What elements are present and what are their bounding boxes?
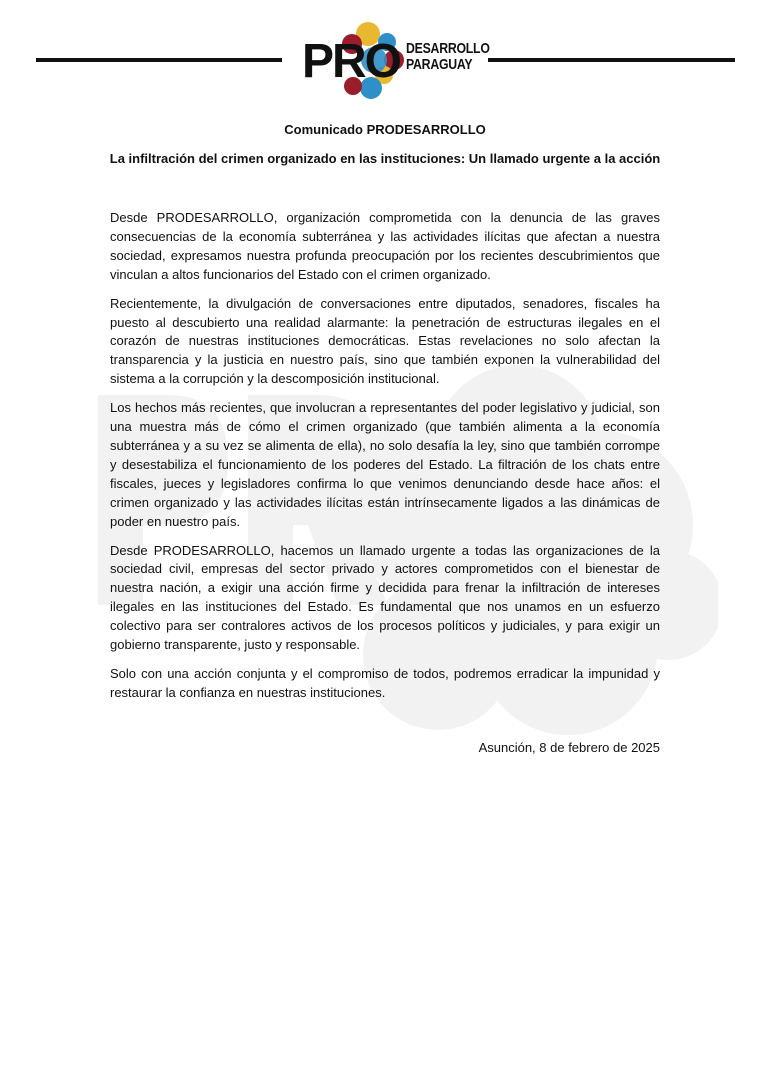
document-body (110, 209, 660, 713)
logo-subtitle-line1: DESARROLLO (406, 40, 490, 57)
logo-subtitle (406, 41, 490, 73)
logo-wordmark: PRO (302, 35, 401, 88)
header-rule-right (488, 58, 735, 62)
prodesarrollo-logo (298, 20, 490, 102)
body-paragraph: Solo con una acción conjunta y el compromiso de todos, podremos erradicar la impunidad y restaurar la confianza en nuestras instituciones. (110, 665, 660, 700)
logo-subtitle-line2: PARAGUAY (406, 56, 473, 73)
document-date: Asunción, 8 de febrero de 2025 (478, 740, 660, 755)
body-paragraph: Recientemente, la divulgación de conversaciones entre diputados, senadores, fiscales ha puesto al descubierto una realidad alarmante: la penetración de estructuras ilegales en el corazón de nuestras instituciones democráticas. Estas revelaciones no solo afectan la transparencia y la justicia en nuestro país, sino que también exponen la vulnerabilidad del sistema a la corrupción y la descomposición institucional. (110, 295, 660, 387)
header-rule-left (36, 58, 282, 62)
document-subtitle: La infiltración del crimen organizado en las instituciones: Un llamado urgente a la acción (109, 151, 661, 166)
document-title: Comunicado PRODESARROLLO (284, 122, 486, 137)
body-paragraph: Desde PRODESARROLLO, hacemos un llamado urgente a todas las organizaciones de la sociedad civil, empresas del sector privado y actores comprometidos con el bienestar de nuestra nación, a exigir una acción firme y decidida para frenar la infiltración de intereses ilegales en las instituciones del Estado. Es fundamental que nos unamos en un esfuerzo colectivo para ser contralores activos de los procesos políticos y judiciales, y para exigir un gobierno transparente, justo y responsable. (110, 542, 660, 653)
body-paragraph: Los hechos más recientes, que involucran a representantes del poder legislativo y judicial, son una muestra más de cómo el crimen organizado (que también alimenta a la economía subterránea y a su vez se alimenta de ella), no solo desafía la ley, sino que también corrompe y desestabiliza el funcionamiento de los poderes del Estado. La filtración de los chats entre fiscales, jueces y legisladores confirma lo que venimos denunciando desde hace años: el crimen organizado y las actividades ilícitas están intrínsecamente ligados a las dinámicas de poder en nuestro país. (110, 400, 660, 529)
body-paragraph: Desde PRODESARROLLO, organización comprometida con la denuncia de las graves consecuencias de la economía subterránea y las actividades ilícitas que afectan a nuestra sociedad, expresamos nuestra profunda preocupación por los recientes descubrimientos que vinculan a altos funcionarios del Estado con el crimen organizado. (110, 210, 660, 282)
